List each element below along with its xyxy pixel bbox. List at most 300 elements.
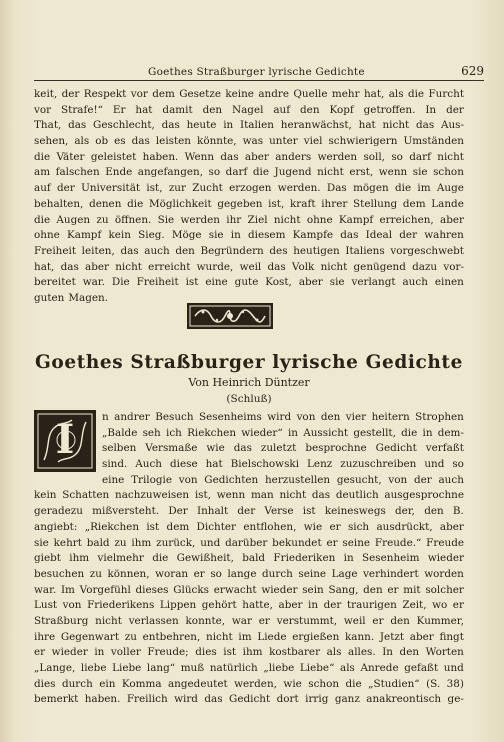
word: Lage bbox=[331, 567, 358, 580]
word: bemerkt bbox=[34, 693, 79, 706]
word: Anrede bbox=[360, 662, 399, 675]
word: ich bbox=[166, 426, 182, 439]
word: seh bbox=[142, 426, 161, 439]
word: war. bbox=[82, 276, 105, 289]
word: kraft bbox=[290, 197, 316, 210]
word: Freilich bbox=[126, 693, 168, 706]
word: lange bbox=[227, 567, 257, 580]
article-byline: Von Heinrich Düntzer bbox=[188, 376, 310, 389]
word: Kampfe bbox=[292, 229, 334, 242]
word: erzogen bbox=[229, 182, 272, 195]
text-line bbox=[102, 410, 464, 426]
word: das bbox=[220, 150, 239, 163]
word: Gewißheit, bbox=[176, 552, 234, 565]
word: keineswegs bbox=[324, 505, 386, 518]
word: gestellt, bbox=[353, 426, 396, 439]
page-number: 629 bbox=[461, 64, 484, 78]
decorated-initial bbox=[34, 410, 96, 472]
word: Strophen bbox=[415, 411, 464, 423]
word: auf bbox=[273, 103, 291, 116]
word: nachzuweisen bbox=[115, 489, 190, 502]
word: von bbox=[178, 473, 198, 486]
word: und bbox=[443, 662, 464, 675]
text-line bbox=[102, 457, 464, 473]
word: die bbox=[252, 166, 269, 179]
word: Quelle bbox=[293, 88, 328, 100]
word: das bbox=[68, 119, 87, 132]
word: zuzuschreiben bbox=[340, 458, 417, 471]
word: ist, bbox=[268, 197, 285, 210]
dropcap-paragraph bbox=[102, 410, 464, 473]
word: diesem bbox=[247, 229, 286, 242]
word: wieder bbox=[427, 552, 464, 565]
dropcap-letter: I bbox=[55, 416, 75, 463]
text-line bbox=[34, 134, 464, 150]
word: die bbox=[394, 182, 412, 195]
word: ist bbox=[146, 520, 160, 533]
word: ist bbox=[302, 505, 316, 518]
word: Umständen bbox=[403, 135, 464, 148]
word: dem bbox=[152, 88, 175, 100]
word: herzustellen bbox=[264, 473, 331, 486]
word: bereitet bbox=[34, 276, 76, 289]
word: unter bbox=[269, 135, 298, 148]
word: der bbox=[399, 229, 418, 242]
word: aber bbox=[298, 276, 323, 289]
word: Der bbox=[168, 505, 188, 518]
word: Stellung bbox=[353, 197, 398, 210]
word: Kampf bbox=[338, 213, 374, 226]
running-title: Goethes Straßburger lyrische Gedichte bbox=[148, 66, 365, 78]
word: behalten, bbox=[34, 197, 84, 210]
word: darf bbox=[225, 166, 248, 179]
word: Möge bbox=[171, 229, 202, 242]
word: wieder“ bbox=[241, 426, 283, 439]
word: kein bbox=[108, 229, 131, 242]
word: den bbox=[175, 244, 195, 257]
word: voller bbox=[110, 646, 141, 659]
word: Sesenheim bbox=[362, 552, 420, 565]
word: das bbox=[120, 244, 139, 257]
word: aber bbox=[409, 630, 434, 643]
text-line bbox=[34, 181, 464, 197]
word: am bbox=[34, 166, 51, 179]
word: ausdrückt, bbox=[376, 520, 433, 533]
word: als bbox=[388, 88, 404, 100]
word: wenn bbox=[216, 489, 246, 502]
word: Lippen bbox=[159, 599, 197, 612]
word: schon bbox=[433, 166, 464, 179]
word: angedeutet bbox=[167, 677, 228, 690]
word: nicht bbox=[320, 260, 348, 273]
word: wurde, bbox=[196, 260, 234, 273]
word: gesucht, bbox=[336, 473, 382, 486]
word: andre bbox=[258, 88, 289, 100]
word: heutigen bbox=[293, 244, 340, 257]
word: der bbox=[237, 505, 256, 518]
word: Begründern bbox=[200, 244, 264, 257]
word: das bbox=[340, 229, 359, 242]
word: den bbox=[424, 505, 444, 518]
word: „Balde bbox=[102, 426, 138, 439]
word: Ideal bbox=[365, 229, 393, 242]
word: er bbox=[387, 583, 399, 596]
word: damit bbox=[162, 103, 193, 116]
word: von bbox=[296, 411, 316, 423]
vignette-icon bbox=[189, 305, 271, 327]
word: Im bbox=[60, 583, 75, 596]
word: können, bbox=[107, 567, 150, 580]
word: Freude; bbox=[147, 646, 189, 659]
text-line bbox=[34, 692, 464, 708]
word: Aus- bbox=[440, 119, 464, 132]
word: sich bbox=[347, 520, 370, 533]
word: kehrt bbox=[53, 536, 82, 549]
word: er bbox=[452, 599, 464, 612]
word: diese bbox=[170, 458, 198, 471]
word: er bbox=[258, 614, 270, 627]
word: kann. bbox=[344, 630, 375, 643]
word: Kampf bbox=[66, 229, 102, 242]
word: sie bbox=[34, 536, 49, 549]
word: mögen bbox=[353, 182, 389, 195]
word: den bbox=[390, 614, 410, 627]
word: wird bbox=[174, 693, 198, 706]
word: Vorgefühl bbox=[79, 583, 131, 596]
word: Liede bbox=[257, 630, 287, 643]
word: wie bbox=[303, 520, 323, 533]
word: verstummt, bbox=[276, 614, 338, 627]
word: so bbox=[452, 458, 464, 471]
word: dazu bbox=[412, 260, 438, 273]
word: aber bbox=[85, 260, 109, 273]
continuation-note: (Schluß) bbox=[226, 393, 272, 405]
word: das bbox=[267, 260, 286, 273]
word: geradezu bbox=[34, 505, 83, 518]
word: Zucht bbox=[192, 182, 223, 195]
word: ist bbox=[185, 276, 199, 289]
word: es bbox=[114, 135, 126, 148]
article-body bbox=[34, 473, 464, 708]
text-line bbox=[34, 661, 464, 677]
word: worden bbox=[424, 567, 464, 580]
text-line bbox=[34, 150, 464, 166]
word: werden bbox=[317, 150, 358, 163]
word: der bbox=[61, 88, 80, 100]
word: Nagel bbox=[232, 103, 264, 116]
word: Gedicht bbox=[375, 442, 417, 455]
word: haben. bbox=[84, 693, 121, 706]
article-title: Goethes Straßburger lyrische Gedichte bbox=[35, 352, 463, 373]
word: alles. bbox=[348, 646, 376, 659]
word: hat bbox=[205, 458, 223, 471]
word: gefaßt bbox=[404, 662, 439, 675]
word: wie bbox=[283, 677, 302, 690]
word: ihre bbox=[34, 630, 56, 643]
word: als bbox=[74, 135, 90, 148]
text-line bbox=[34, 645, 464, 661]
word: natürlich bbox=[209, 662, 258, 675]
word: entbehren, bbox=[142, 630, 201, 643]
word: hat bbox=[358, 119, 376, 132]
word: die bbox=[152, 552, 169, 565]
word: Freiheit bbox=[136, 276, 179, 289]
word: nicht bbox=[317, 166, 344, 179]
word: er bbox=[372, 614, 384, 627]
word: zuletzt bbox=[260, 442, 297, 455]
word: sein bbox=[302, 583, 324, 596]
text-line bbox=[34, 87, 464, 103]
word: aber bbox=[439, 520, 464, 533]
word: bald bbox=[242, 552, 266, 565]
word: Verse bbox=[264, 505, 294, 518]
word: Furcht bbox=[428, 88, 464, 100]
word: so bbox=[210, 567, 222, 580]
word: verlangt bbox=[351, 276, 396, 289]
word: hat, bbox=[363, 88, 385, 100]
word: 38) bbox=[446, 677, 464, 690]
word: dem- bbox=[437, 426, 464, 439]
word: Komma bbox=[121, 677, 162, 690]
word: giebt bbox=[34, 552, 61, 565]
word: aber bbox=[244, 150, 269, 163]
word: das bbox=[60, 260, 79, 273]
word: den bbox=[399, 646, 420, 659]
word: erreichen, bbox=[379, 213, 434, 226]
word: Glücks bbox=[173, 583, 209, 596]
word: nicht bbox=[206, 630, 233, 643]
word: ist, bbox=[194, 489, 211, 502]
word: dem bbox=[402, 197, 426, 210]
word: der bbox=[57, 182, 75, 195]
word: das bbox=[415, 119, 435, 132]
word: Sie bbox=[157, 213, 175, 226]
text-line bbox=[102, 426, 464, 442]
word: öffnen. bbox=[114, 213, 152, 226]
word: Bielschowski bbox=[230, 458, 300, 471]
word: dies bbox=[195, 646, 217, 659]
word: besprochne bbox=[305, 442, 367, 455]
word: im bbox=[417, 182, 431, 195]
word: „Studien“ bbox=[368, 677, 420, 690]
word: werden, bbox=[234, 677, 277, 690]
word: falschen bbox=[55, 166, 100, 179]
word: den bbox=[202, 103, 223, 116]
word: hat bbox=[135, 103, 153, 116]
word: vor bbox=[130, 88, 148, 100]
text-line bbox=[34, 165, 464, 181]
word: sie bbox=[412, 166, 428, 179]
word: vor bbox=[34, 103, 52, 116]
word: schwierigern bbox=[328, 135, 398, 148]
word: Väter bbox=[56, 150, 85, 163]
word: er bbox=[193, 567, 205, 580]
word: guten bbox=[34, 291, 65, 304]
word: getroffen. bbox=[363, 103, 416, 116]
word: zu bbox=[114, 536, 127, 549]
word: deutlich bbox=[335, 489, 379, 502]
word: angiebt: bbox=[34, 520, 78, 533]
word: der, bbox=[395, 505, 415, 518]
word: gegeben bbox=[217, 197, 263, 210]
word: hatte, bbox=[242, 599, 273, 612]
word: Aussicht bbox=[303, 426, 349, 439]
word: Riekchen bbox=[187, 426, 237, 439]
word: verhindert bbox=[363, 567, 419, 580]
word: leiten, bbox=[81, 244, 115, 257]
word: Gesetze bbox=[179, 88, 221, 100]
word: dort bbox=[276, 693, 299, 706]
word: heranwächst, bbox=[280, 119, 352, 132]
word: B. bbox=[452, 505, 464, 518]
word: kostbarer bbox=[269, 646, 321, 659]
word: ihm bbox=[69, 552, 90, 565]
word: auch bbox=[144, 244, 170, 257]
word: zu bbox=[89, 567, 102, 580]
word: auch bbox=[438, 473, 464, 486]
word: die bbox=[345, 677, 362, 690]
word: Respekt bbox=[83, 88, 127, 100]
word: Freude.“ bbox=[374, 536, 422, 549]
word: ganz bbox=[334, 693, 360, 706]
word: Das bbox=[326, 182, 347, 195]
word: Schatten bbox=[62, 489, 110, 502]
word: keit, bbox=[34, 88, 58, 100]
word: wieder bbox=[261, 583, 298, 596]
word: die bbox=[127, 197, 144, 210]
word: „Riekchen bbox=[84, 520, 140, 533]
word: man bbox=[250, 489, 274, 502]
word: Sang, bbox=[328, 583, 359, 596]
word: so bbox=[391, 150, 403, 163]
word: sind. bbox=[102, 458, 128, 471]
word: eine bbox=[205, 276, 228, 289]
word: erst, bbox=[349, 166, 374, 179]
word: er bbox=[329, 520, 341, 533]
word: sie bbox=[208, 229, 224, 242]
word: zur bbox=[168, 182, 186, 195]
text-line bbox=[34, 520, 464, 536]
word: nicht bbox=[382, 119, 410, 132]
word: Freiheit bbox=[34, 244, 76, 257]
text-line bbox=[34, 488, 464, 504]
word: Inhalt bbox=[196, 505, 229, 518]
text-line bbox=[34, 567, 464, 583]
word: darüber bbox=[225, 536, 268, 549]
running-head bbox=[34, 60, 484, 78]
word: heute bbox=[186, 119, 217, 132]
word: Jugend bbox=[274, 166, 312, 179]
word: „Lange, bbox=[34, 662, 76, 675]
word: in bbox=[94, 646, 105, 659]
word: Lenz bbox=[307, 458, 333, 471]
word: die bbox=[34, 213, 51, 226]
word: ist, bbox=[146, 182, 163, 195]
word: ohne bbox=[306, 213, 333, 226]
text-line bbox=[102, 441, 464, 457]
word: erwacht bbox=[213, 583, 257, 596]
word: konnte, bbox=[185, 614, 226, 627]
word: Trilogie bbox=[131, 473, 172, 486]
word: durch bbox=[262, 567, 293, 580]
word: durch bbox=[61, 677, 93, 690]
word: lang“ bbox=[146, 662, 176, 675]
word: und bbox=[200, 536, 221, 549]
word: heitern bbox=[371, 411, 410, 423]
word: eine bbox=[102, 473, 125, 486]
word: weil bbox=[239, 260, 262, 273]
word: mehr bbox=[331, 88, 360, 100]
word: Straßburg bbox=[34, 614, 89, 627]
text-line bbox=[34, 551, 464, 567]
word: die bbox=[34, 150, 51, 163]
text-line bbox=[34, 260, 464, 276]
text-line bbox=[34, 614, 464, 630]
word: zu bbox=[124, 630, 137, 643]
word: nicht bbox=[115, 260, 142, 273]
word: Gegenwart bbox=[60, 630, 120, 643]
word: der bbox=[446, 103, 464, 116]
text-line bbox=[34, 504, 464, 520]
word: wenn bbox=[378, 166, 408, 179]
word: mit bbox=[403, 583, 421, 596]
text-line bbox=[34, 228, 464, 244]
word: ihm bbox=[242, 646, 263, 659]
word: Er bbox=[112, 103, 126, 116]
word: das bbox=[161, 119, 180, 132]
word: kein bbox=[34, 489, 57, 502]
word: mißversteht. bbox=[92, 505, 160, 518]
ornamental-vignette bbox=[187, 303, 273, 329]
word: Friederikens bbox=[87, 599, 155, 612]
word: in bbox=[223, 119, 234, 132]
word: Auch bbox=[135, 458, 163, 471]
word: Lande bbox=[431, 197, 464, 210]
word: könnte, bbox=[197, 135, 237, 148]
word: ob bbox=[95, 135, 109, 148]
word: solcher bbox=[425, 583, 464, 596]
word: Liebe bbox=[112, 662, 142, 675]
word: liebe bbox=[80, 662, 107, 675]
word: bekundet bbox=[272, 536, 322, 549]
word: aber bbox=[278, 599, 303, 612]
word: der bbox=[413, 473, 432, 486]
word: Sieg. bbox=[138, 229, 165, 242]
word: dem bbox=[166, 520, 190, 533]
word: ausgesprochne bbox=[384, 489, 464, 502]
word: auch bbox=[402, 276, 428, 289]
word: das bbox=[131, 135, 150, 148]
word: Augen bbox=[56, 213, 91, 226]
word: Sesenheims bbox=[199, 411, 262, 423]
word: denen bbox=[89, 197, 122, 210]
word: That, bbox=[34, 119, 62, 132]
word: traurigen bbox=[346, 599, 397, 612]
word: nicht bbox=[273, 213, 301, 226]
word: erreicht bbox=[148, 260, 191, 273]
word: als bbox=[340, 662, 355, 675]
word: vier bbox=[345, 411, 367, 423]
word: verlassen bbox=[128, 614, 179, 627]
word: was bbox=[242, 135, 264, 148]
word: Zeit, bbox=[402, 599, 427, 612]
text-line bbox=[34, 536, 464, 552]
word: war. bbox=[34, 583, 57, 596]
word: fingt bbox=[439, 630, 464, 643]
word: ergießen bbox=[292, 630, 340, 643]
top-paragraph bbox=[34, 87, 464, 307]
text-line bbox=[34, 103, 464, 119]
